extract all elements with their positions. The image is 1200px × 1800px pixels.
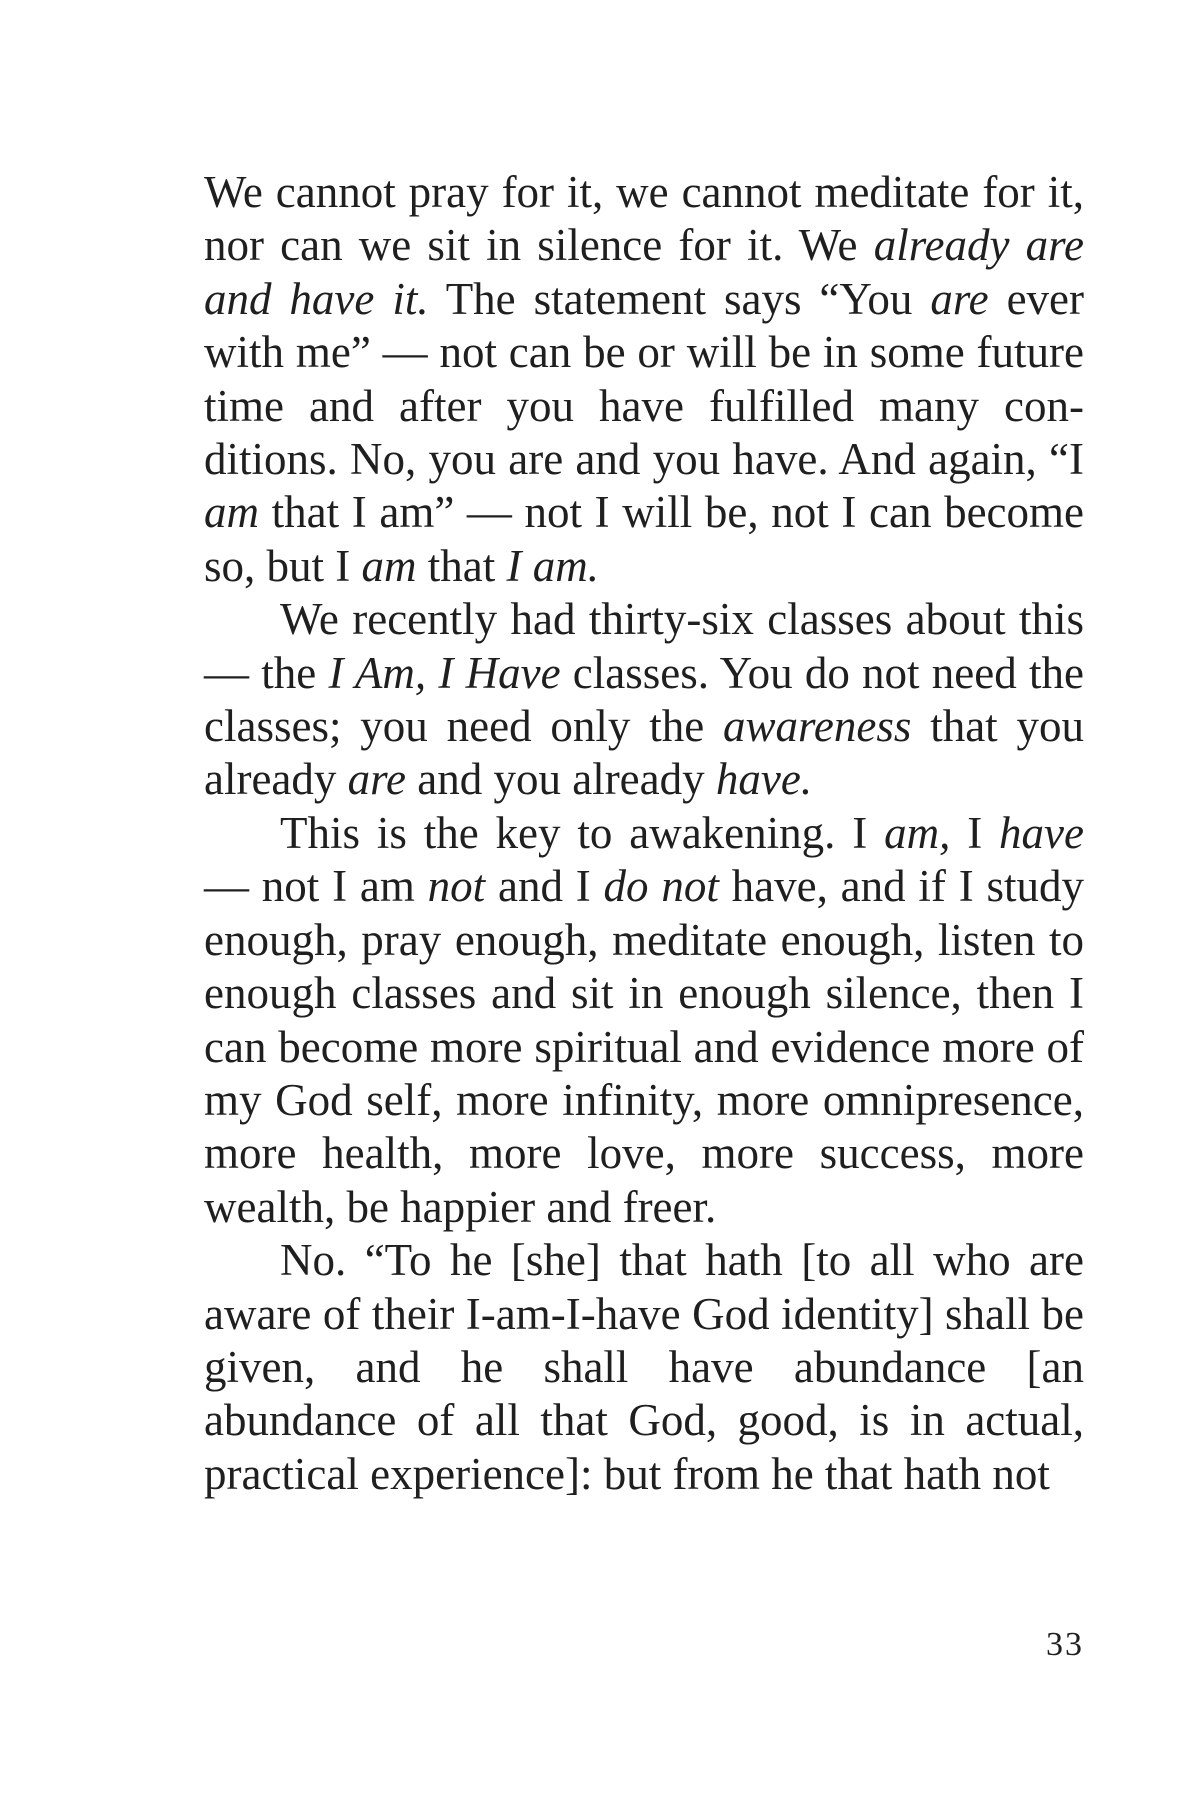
italic-run: am (361, 540, 417, 591)
text-run: that you already (204, 701, 1084, 805)
text-run: that (416, 540, 507, 591)
italic-run: I am. (506, 540, 599, 591)
text-run: have, and if I study enough, pray enough, meditate enough, listen to enough classes and sit in enough silence, then I can become more spiritual and evidence more of my God self, more infinity, more omnipresence, more health, more love, more success, more wealth, be happier and freer. (204, 861, 1084, 1232)
text-run: classes. You do not need the classes; you need only the (204, 647, 1084, 752)
text-run: ever with me” — not can be or will be in some future time and after you have fulfilled many conditions. No, you are and you have. And again, “I (204, 273, 1085, 485)
italic-run: I Am, I Have (328, 647, 561, 698)
text-run: This is the key to awakening. I (280, 807, 885, 858)
italic-run: already are and have it. (204, 220, 1084, 324)
body-text (204, 166, 1084, 1501)
italic-run: awareness (723, 701, 912, 752)
text-run: I (950, 807, 1000, 858)
italic-run: have. (715, 754, 813, 805)
italic-run: have (999, 807, 1084, 858)
paragraph-3 (204, 807, 1084, 1234)
paragraph-1 (204, 166, 1084, 593)
text-run: that I am” — not I will be, not I can become so, but I (204, 487, 1084, 591)
italic-run: are (347, 754, 406, 805)
text-run: — not I am (204, 861, 428, 912)
italic-run: are (930, 273, 989, 324)
text-run: No. “To he [she] that hath [to all who are aware of their I-am-I-have God identity] shall be given, and he shall have abundance [an abundance of all that God, good, is in actual, practical experience]: but from he that hath not (204, 1235, 1084, 1499)
italic-run: do not (603, 861, 719, 912)
paragraph-4 (204, 1234, 1084, 1501)
text-run: We recently had thirty-six classes about this — the (204, 594, 1084, 698)
text-run: The statement says “You (428, 273, 931, 324)
text-run: and I (485, 861, 604, 912)
text-run: We cannot pray for it, we cannot meditate for it, nor can we sit in silence for it. We (204, 167, 1084, 271)
italic-run: not (427, 861, 486, 912)
italic-run: am (204, 487, 259, 538)
text-run: and you already (406, 754, 716, 805)
italic-run: am, (884, 807, 951, 858)
paragraph-2 (204, 593, 1084, 807)
page-number: 33 (1046, 1626, 1084, 1663)
